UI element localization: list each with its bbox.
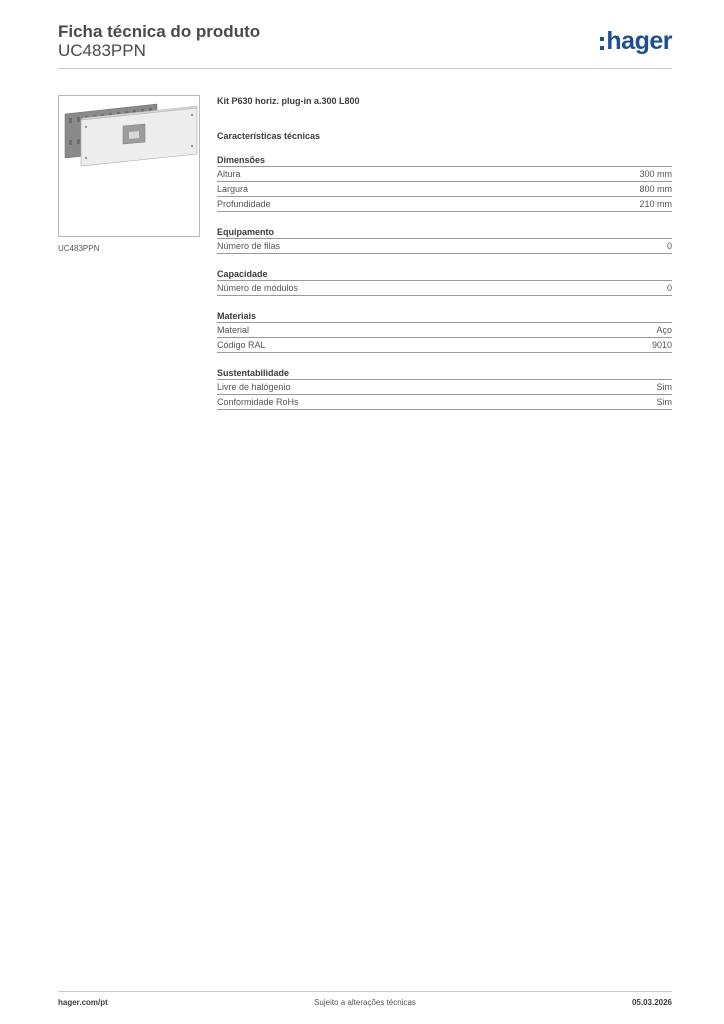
spec-label: Conformidade RoHs: [217, 397, 299, 407]
spec-section-dimensions: [217, 154, 672, 212]
spec-label: Profundidade: [217, 199, 271, 209]
spec-value: 300 mm: [639, 169, 672, 179]
product-image: [58, 95, 200, 237]
spec-row: [217, 238, 672, 254]
spec-section-sustainability: [217, 367, 672, 410]
footer-date: 05.03.2026: [631, 998, 672, 1007]
spec-value: 0: [666, 241, 672, 251]
spec-value: 0: [666, 283, 672, 293]
product-details: [217, 95, 672, 410]
page-footer: [58, 998, 672, 1010]
footer-divider: [58, 991, 672, 992]
spec-label: Altura: [217, 169, 241, 179]
product-image-caption: UC483PPN: [58, 244, 100, 253]
spec-section-title: Sustentabilidade: [217, 368, 290, 378]
spec-label: Largura: [217, 184, 249, 194]
header-divider: [58, 68, 672, 69]
spec-value: 9010: [651, 340, 672, 350]
spec-value: Aço: [656, 325, 672, 335]
spec-row: [217, 280, 672, 296]
spec-row: [217, 394, 672, 410]
document-title: Ficha técnica do produto: [58, 22, 261, 41]
spec-label: Material: [217, 325, 250, 335]
spec-section-capacity: [217, 268, 672, 296]
spec-label: Livre de halógenio: [217, 382, 291, 392]
spec-value: Sim: [656, 397, 672, 407]
spec-section-title: Materiais: [217, 311, 257, 321]
spec-label: Código RAL: [217, 340, 266, 350]
spec-section-title: Dimensões: [217, 155, 266, 165]
spec-row: [217, 379, 672, 394]
footer-note: Sujeito a alterações técnicas: [314, 998, 416, 1007]
spec-section-title: Equipamento: [217, 227, 275, 237]
spec-label: Número de filas: [217, 241, 281, 251]
spec-value: 210 mm: [639, 199, 672, 209]
logo-colon-icon: [600, 37, 604, 50]
spec-row: [217, 322, 672, 337]
product-name: Kit P630 horiz. plug-in a.300 L800: [217, 96, 360, 106]
spec-label: Número de módulos: [217, 283, 299, 293]
spec-section-equipment: [217, 226, 672, 254]
spec-row: [217, 166, 672, 181]
spec-row: [217, 181, 672, 196]
website-link[interactable]: hager.com/pt: [58, 998, 108, 1007]
product-code-subtitle: UC483PPN: [58, 41, 146, 60]
technical-characteristics-heading: Características técnicas: [217, 131, 321, 141]
product-panel-illustration: [59, 96, 199, 236]
spec-row: [217, 196, 672, 212]
spec-section-materials: [217, 310, 672, 353]
spec-value: Sim: [656, 382, 672, 392]
page-header: [58, 20, 672, 68]
hager-logo[interactable]: [600, 27, 672, 55]
spec-value: 800 mm: [639, 184, 672, 194]
spec-row: [217, 337, 672, 353]
spec-section-title: Capacidade: [217, 269, 268, 279]
logo-text: hager: [606, 26, 672, 55]
